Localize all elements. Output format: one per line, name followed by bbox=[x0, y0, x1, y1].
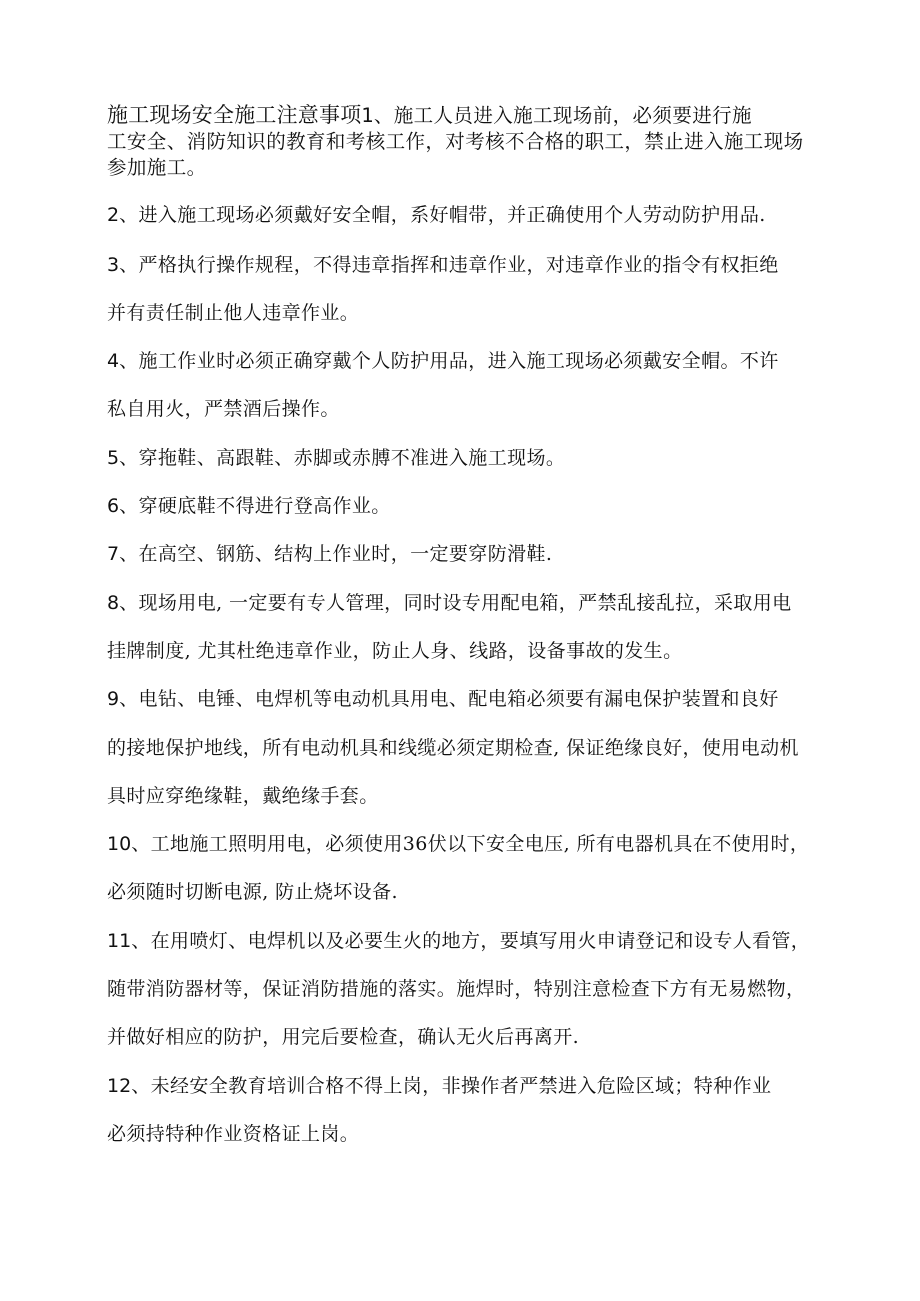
item-text: 具时应穿绝缘鞋，戴绝缘手套。 bbox=[107, 785, 379, 807]
list-item-12-cont bbox=[107, 1121, 827, 1147]
item-text: 、在用喷灯、电焊机以及必要生火的地方，要填写用火申请登记和设专人看管， bbox=[131, 930, 811, 952]
item-text: 、施工人员进入施工现场前，必须要进行施 bbox=[373, 104, 752, 127]
item-text: 私自用火，严禁酒后操作。 bbox=[107, 398, 340, 420]
item-text: 随带消防器材等，保证消防措施的落实。施焊时，特别注意检查下方有无易燃物， bbox=[107, 978, 806, 1000]
list-item-10-cont bbox=[107, 879, 827, 905]
item-number: 6 bbox=[107, 495, 120, 517]
item-number: 1 bbox=[361, 104, 374, 127]
list-item-4-cont bbox=[107, 396, 827, 422]
item-text: 工安全、消防知识的教育和考核工作，对考核不合格的职工，禁止进入施工现场 bbox=[107, 130, 804, 153]
item-number: 12 bbox=[107, 1075, 132, 1097]
intro-paragraph bbox=[107, 102, 827, 181]
item-text: 挂牌制度, 尤其杜绝违章作业，防止人身、线路，设备事故的发生。 bbox=[107, 640, 683, 662]
list-item-12 bbox=[107, 1073, 827, 1099]
item-text: 、施工作业时必须正确穿戴个人防护用品，进入施工现场必须戴安全帽。不许 bbox=[119, 350, 779, 372]
list-item-9-cont bbox=[107, 735, 827, 761]
item-text: 、未经安全教育培训合格不得上岗，非操作者严禁进入危险区域；特种作业 bbox=[131, 1075, 772, 1097]
document-title: 施工现场安全施工注意事项 bbox=[107, 103, 362, 127]
item-text: 、工地施工照明用电，必须使用36伏以下安全电压, 所有电器机具在不使用时， bbox=[131, 833, 810, 855]
item-number: 2 bbox=[107, 204, 120, 226]
item-number: 10 bbox=[107, 833, 132, 855]
list-item-8-cont bbox=[107, 638, 827, 664]
list-item-5 bbox=[107, 445, 827, 471]
list-item-3 bbox=[107, 252, 827, 278]
item-text: 、进入施工现场必须戴好安全帽，系好帽带，并正确使用个人劳动防护用品. bbox=[119, 204, 766, 226]
item-text: 必须持特种作业资格证上岗。 bbox=[107, 1123, 360, 1145]
item-text: 必须随时切断电源, 防止烧坏设备. bbox=[107, 881, 398, 903]
item-text: 、穿拖鞋、高跟鞋、赤脚或赤膊不准进入施工现场。 bbox=[119, 447, 566, 469]
item-number: 9 bbox=[107, 688, 120, 710]
item-number: 5 bbox=[107, 447, 120, 469]
list-item-7 bbox=[107, 541, 827, 567]
item-text: 参加施工。 bbox=[107, 156, 207, 179]
item-number: 11 bbox=[107, 930, 132, 952]
list-item-11 bbox=[107, 928, 827, 954]
item-number: 7 bbox=[107, 543, 120, 565]
item-number: 8 bbox=[107, 592, 120, 614]
list-item-9 bbox=[107, 686, 827, 712]
item-number: 3 bbox=[107, 254, 120, 276]
list-item-4 bbox=[107, 348, 827, 374]
item-text: 、严格执行操作规程，不得违章指挥和违章作业，对违章作业的指令有权拒绝 bbox=[119, 254, 779, 276]
list-item-6 bbox=[107, 493, 827, 519]
item-text: 、在高空、钢筋、结构上作业时，一定要穿防滑鞋. bbox=[119, 543, 553, 565]
list-item-2 bbox=[107, 202, 827, 228]
item-text: 、穿硬底鞋不得进行登高作业。 bbox=[119, 495, 391, 517]
item-text: 并做好相应的防护，用完后要检查，确认无火后再离开. bbox=[107, 1026, 580, 1048]
list-item-8 bbox=[107, 590, 827, 616]
list-item-11-cont bbox=[107, 976, 827, 1002]
item-text: 并有责任制止他人违章作业。 bbox=[107, 302, 360, 324]
item-text: 的接地保护地线，所有电动机具和线缆必须定期检查, 保证绝缘良好，使用电动机 bbox=[107, 737, 799, 759]
list-item-9-cont bbox=[107, 783, 827, 809]
list-item-11-cont bbox=[107, 1024, 827, 1050]
item-text: 、现场用电, 一定要有专人管理，同时设专用配电箱，严禁乱接乱拉，采取用电 bbox=[119, 592, 792, 614]
list-item-3-cont bbox=[107, 300, 827, 326]
item-text: 、电钻、电锤、电焊机等电动机具用电、配电箱必须要有漏电保护装置和良好 bbox=[119, 688, 779, 710]
list-item-10 bbox=[107, 831, 827, 857]
item-number: 4 bbox=[107, 350, 120, 372]
